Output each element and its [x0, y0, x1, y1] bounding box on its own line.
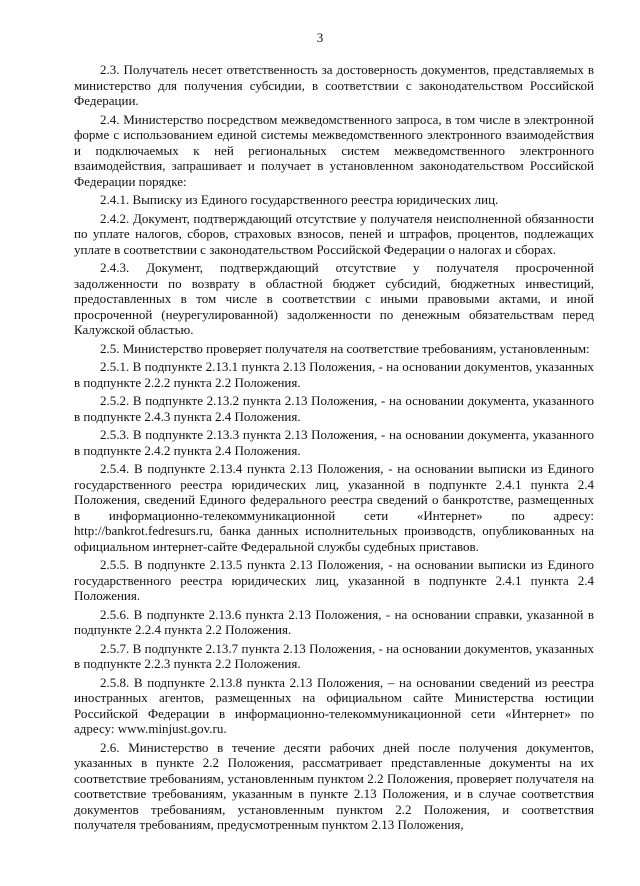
paragraph-2-4-3: 2.4.3. Документ, подтверждающий отсутствие у получателя просроченной задолженности по возврату в областной бюджет субсидий, бюджетных инвестиций, предоставленных в том числе в соответствии с иными правовыми актами, и иной просроченной (неурегулированной) задолженности по денежным обязательствам перед Калужской областью. [74, 260, 594, 337]
document-body [74, 62, 594, 836]
paragraph-2-4-1: 2.4.1. Выписку из Единого государственного реестра юридических лиц. [100, 192, 499, 207]
paragraph-2-5: 2.5. Министерство проверяет получателя на соответствие требованиям, установленным: [100, 340, 590, 356]
paragraph-2-5-6: 2.5.6. В подпункте 2.13.6 пункта 2.13 Положения, - на основании справки, указанной в подпункте 2.2.4 пункта 2.2 Положения. [74, 606, 594, 637]
paragraph-2-5-7: 2.5.7. В подпункте 2.13.7 пункта 2.13 Положения, - на основании документов, указанных в подпункте 2.2.3 пункта 2.2 Положения. [74, 640, 594, 671]
page-number: 3 [316, 30, 324, 45]
paragraph-2-4: 2.4. Министерство посредством межведомственного запроса, в том числе в электронной форме с использованием единой системы межведомственного электронного взаимодействия и подключаемых к ней региональных систем межведомственного электронного взаимодействия, запрашивает и получает в установленном законодательством Российской Федерации порядке: [74, 111, 594, 189]
paragraph-2-3: 2.3. Получатель несет ответственность за достоверность документов, представляемых в министерство для получения субсидии, в соответствии с законодательством Российской Федерации. [74, 62, 594, 108]
paragraph-2-5-4: 2.5.4. В подпункте 2.13.4 пункта 2.13 Положения, - на основании выписки из Единого государственного реестра юридических лиц, указанной в подпункте 2.4.1 пункта 2.4 Положения, сведений Единого федерального реестра сведений о банкротстве, размещенных в информационно-телекоммуникационной сети «Интернет» по адресу: http://bankrot.fedresurs.ru, банка данных исполнительных производств, опубликованных на официальном интернет-сайте Федеральной службы судебных приставов. [74, 461, 594, 554]
paragraph-2-5-8: 2.5.8. В подпункте 2.13.8 пункта 2.13 Положения, – на основании сведений из реестра иностранных агентов, размещенных на официальном сайте Министерства юстиции Российской Федерации в информационно-телекоммуникационной сети «Интернет» по адресу: www.minjust.gov.ru. [74, 674, 594, 736]
paragraph-2-5-5: 2.5.5. В подпункте 2.13.5 пункта 2.13 Положения, - на основании выписки из Единого государственного реестра юридических лиц, указанной в подпункте 2.4.1 пункта 2.4 Положения. [74, 557, 594, 603]
paragraph-2-6: 2.6. Министерство в течение десяти рабочих дней после получения документов, указанных в пункте 2.2 Положения, рассматривает представленные документы на их соответствие требованиям, установленным пунктом 2.2 Положения, проверяет получателя на соответствие требованиям, указанным в пункте 2.13 Положения, и в случае соответствия документов требованиям, установленным пунктом 2.2 Положения, и соответствия получателя требованиям, предусмотренным пунктом 2.13 Положения, [74, 739, 594, 832]
paragraph-2-5-3: 2.5.3. В подпункте 2.13.3 пункта 2.13 Положения, - на основании документа, указанного в подпункте 2.4.2 пункта 2.4 Положения. [74, 427, 594, 458]
paragraph-2-5-2: 2.5.2. В подпункте 2.13.2 пункта 2.13 Положения, - на основании документа, указанного в подпункте 2.4.3 пункта 2.4 Положения. [74, 393, 594, 424]
paragraph-2-4-2: 2.4.2. Документ, подтверждающий отсутствие у получателя неисполненной обязанности по уплате налогов, сборов, страховых взносов, пеней и штрафов, процентов, подлежащих уплате в соответствии с законодательством Российской Федерации о налогах и сборах. [74, 210, 594, 257]
paragraph-2-5-1: 2.5.1. В подпункте 2.13.1 пункта 2.13 Положения, - на основании документов, указанных в подпункте 2.2.2 пункта 2.2 Положения. [74, 359, 594, 390]
